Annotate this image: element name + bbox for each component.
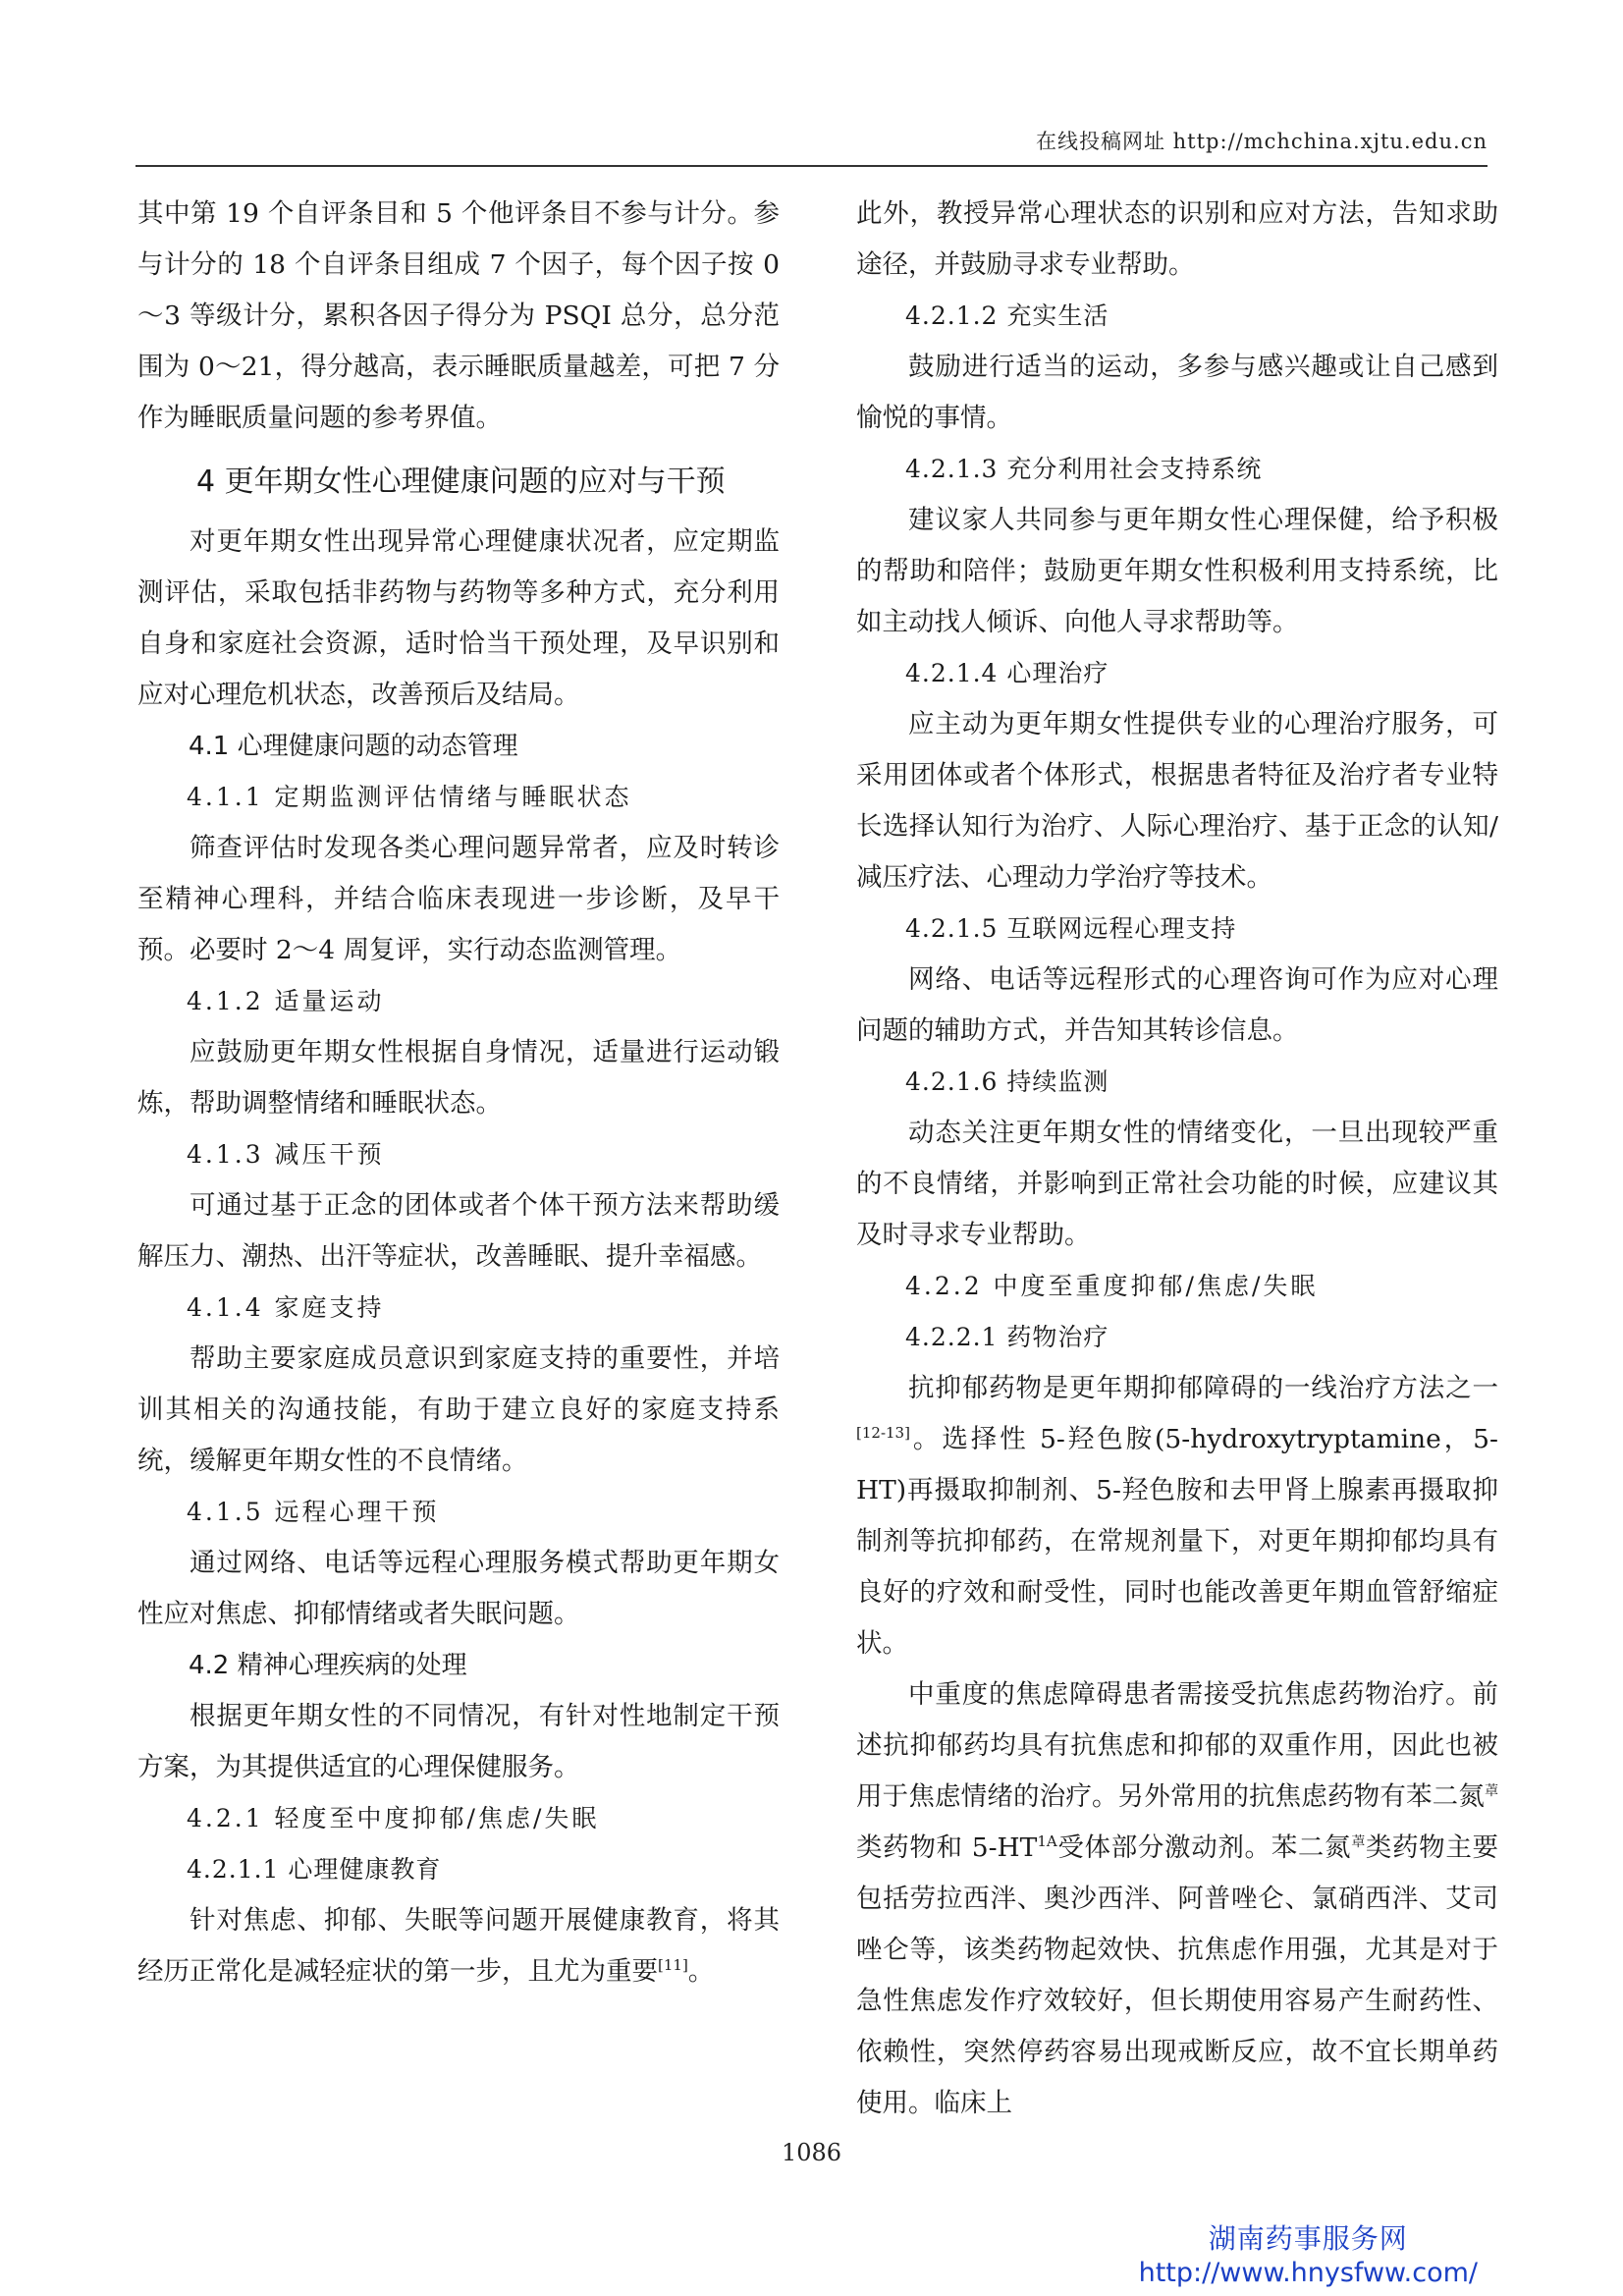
section-4-heading: 4 更年期女性心理健康问题的应对与干预	[196, 465, 726, 499]
heading-4-2: 4.2 精神心理疾病的处理	[189, 1651, 467, 1680]
heading-4-1-2: 4.1.2 适量运动	[187, 987, 385, 1015]
paragraph-4-2: 根据更年期女性的不同情况，有针对性地制定干预方案，为其提供适宜的心理保健服务。	[137, 1701, 780, 1782]
paragraph-4-2-2-1	[856, 1363, 1498, 1669]
paragraph-anxiety-drugs	[856, 1669, 1498, 2129]
heading-4-1-5: 4.1.5 远程心理干预	[187, 1498, 440, 1526]
paragraph-4-1-1: 筛查评估时发现各类心理问题异常者，应及时转诊至精神心理科，并结合临床表现进一步诊断，及早干预。必要时 2～4 周复评，实行动态监测管理。	[137, 833, 780, 965]
heading-4-2-1: 4.2.1 轻度至中度抑郁/焦虑/失眠	[187, 1804, 600, 1832]
section-4-intro: 对更年期女性出现异常心理健康状况者，应定期监测评估，采取包括非药物与药物等多种方式，充分利用自身和家庭社会资源，适时恰当干预处理，及早识别和应对心理危机状态，改善预后及结局。	[137, 526, 780, 710]
heading-4-1: 4.1 心理健康问题的动态管理	[189, 732, 518, 761]
paragraph-4-2-1-2: 鼓励进行适当的运动，多参与感兴趣或让自己感到愉悦的事情。	[856, 352, 1498, 433]
paragraph-anxiety-text-d: 类药物主要包括劳拉西泮、奥沙西泮、阿普唑仑、氯硝西泮、艾司唑仑等，该类药物起效快、抗焦虑作用强，尤其是对于急性焦虑发作疗效较好，但长期使用容易产生耐药性、依赖性，突然停药容易出现戒断反应，故不宜长期单药使用。临床上	[856, 1832, 1499, 2118]
paragraph-4-1-4: 帮助主要家庭成员意识到家庭支持的重要性，并培训其相关的沟通技能，有助于建立良好的家庭支持系统，缓解更年期女性的不良情绪。	[137, 1343, 780, 1476]
heading-4-1-3: 4.1.3 减压干预	[187, 1140, 385, 1169]
heading-4-2-1-6: 4.2.1.6 持续监测	[905, 1067, 1109, 1096]
paragraph-4-2-1-6: 动态关注更年期女性的情绪变化，一旦出现较严重的不良情绪，并影响到正常社会功能的时候，应建议其及时寻求专业帮助。	[856, 1118, 1498, 1250]
paragraph-4-1-2: 应鼓励更年期女性根据自身情况，适量进行运动锻炼，帮助调整情绪和睡眠状态。	[137, 1037, 780, 1119]
paragraph-4-2-1-5: 网络、电话等远程形式的心理咨询可作为应对心理问题的辅助方式，并告知其转诊信息。	[856, 964, 1498, 1046]
paragraph-anxiety-text-a: 中重度的焦虑障碍患者需接受抗焦虑药物治疗。前述抗抑郁药均具有抗焦虑和抑郁的双重作用，因此也被用于焦虑情绪的治疗。另外常用的抗焦虑药物有苯二氮	[856, 1679, 1498, 1812]
page-number: 1086	[781, 2139, 842, 2166]
heading-4-2-2: 4.2.2 中度至重度抑郁/焦虑/失眠	[905, 1272, 1319, 1300]
header-rule	[135, 165, 1488, 167]
superscript-zhuo-1: 䓬	[1485, 1783, 1498, 1800]
right-column	[856, 189, 1498, 2129]
site-watermark	[1139, 2221, 1478, 2290]
paragraph-anxiety-text-c: 受体部分激动剂。苯二氮	[1056, 1832, 1352, 1863]
citation-12-13: [12-13]	[856, 1424, 910, 1443]
paragraph-4-2-1-1-text: 针对焦虑、抑郁、失眠等问题开展健康教育，将其经历正常化是减轻症状的第一步，且尤为重要	[137, 1905, 780, 1987]
watermark-site-name: 湖南药事服务网	[1208, 2222, 1408, 2255]
left-column	[137, 189, 780, 1997]
heading-4-1-4: 4.1.4 家庭支持	[187, 1293, 385, 1322]
watermark-site-url: http://www.hnysfww.com/	[1138, 2258, 1478, 2288]
paragraph-4-1-3: 可通过基于正念的团体或者个体干预方法来帮助缓解压力、潮热、出汗等症状，改善睡眠、提升幸福感。	[137, 1190, 780, 1272]
paragraph-anxiety-text-b: 类药物和 5-HT	[856, 1832, 1038, 1863]
superscript-1a: 1A	[1037, 1832, 1057, 1851]
heading-4-2-2-1: 4.2.2.1 药物治疗	[905, 1323, 1109, 1351]
paragraph-4-2-1-3: 建议家人共同参与更年期女性心理保健，给予积极的帮助和陪伴；鼓励更年期女性积极利用支持系统，比如主动找人倾诉、向他人寻求帮助等。	[856, 505, 1498, 637]
heading-4-1-1: 4.1.1 定期监测评估情绪与睡眠状态	[187, 783, 632, 811]
heading-4-2-1-2: 4.2.1.2 充实生活	[905, 301, 1109, 330]
paragraph-4-2-1-4: 应主动为更年期女性提供专业的心理治疗服务，可采用团体或者个体形式，根据患者特征及治疗者专业特长选择认知行为治疗、人际心理治疗、基于正念的认知/减压疗法、心理动力学治疗等技术。	[856, 709, 1498, 893]
paragraph-4-2-2-1-text-a: 抗抑郁药物是更年期抑郁障碍的一线治疗方法之一	[908, 1373, 1498, 1403]
superscript-zhuo-2: 䓬	[1351, 1834, 1366, 1851]
paragraph-4-2-1-1-end: 。	[687, 1956, 715, 1987]
paragraph-4-2-1-1-continued: 此外，教授异常心理状态的识别和应对方法，告知求助途径，并鼓励寻求专业帮助。	[856, 198, 1498, 280]
heading-4-2-1-1: 4.2.1.1 心理健康教育	[187, 1855, 442, 1884]
paragraph-4-2-1-1	[137, 1895, 780, 1997]
paragraph-psqi-scoring: 其中第 19 个自评条目和 5 个他评条目不参与计分。参与计分的 18 个自评条目组成 7 个因子，每个因子按 0～3 等级计分，累积各因子得分为 PSQI 总分，总分范围为 0～21，得分越高，表示睡眠质量越差，可把 7 分作为睡眠质量问题的参考界值。	[137, 198, 780, 433]
heading-4-2-1-5: 4.2.1.5 互联网远程心理支持	[905, 914, 1237, 943]
paragraph-4-2-2-1-text-b: 。选择性 5-羟色胺(5-hydroxytryptamine，5-HT)再摄取抑制剂、5-羟色胺和去甲肾上腺素再摄取抑制剂等抗抑郁药，在常规剂量下，对更年期抑郁均具有良好的疗效和耐受性，同时也能改善更年期血管舒缩症状。	[856, 1424, 1498, 1659]
citation-11: [11]	[658, 1956, 688, 1975]
header-submission-url: 在线投稿网址 http://mchchina.xjtu.edu.cn	[1035, 130, 1488, 153]
paragraph-4-1-5: 通过网络、电话等远程心理服务模式帮助更年期女性应对焦虑、抑郁情绪或者失眠问题。	[137, 1548, 780, 1629]
heading-4-2-1-3: 4.2.1.3 充分利用社会支持系统	[905, 455, 1263, 483]
heading-4-2-1-4: 4.2.1.4 心理治疗	[905, 659, 1109, 687]
